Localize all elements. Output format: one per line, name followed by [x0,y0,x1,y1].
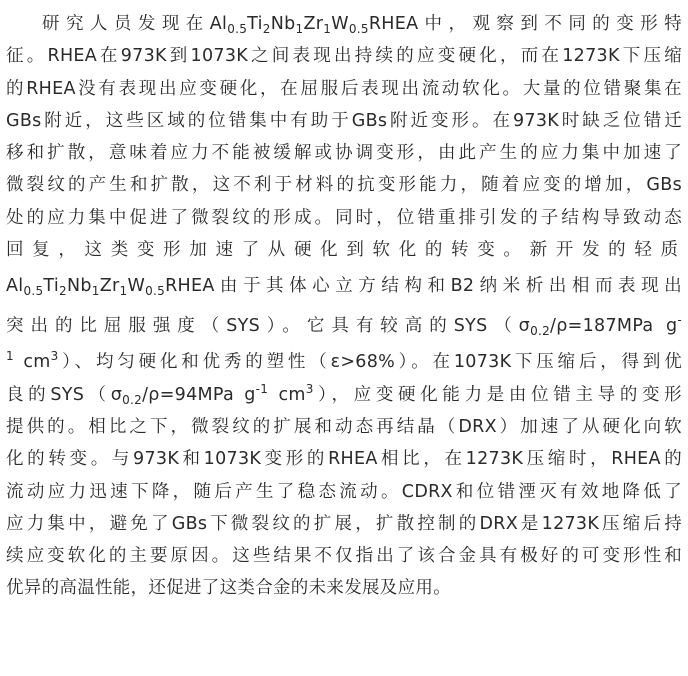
text-line: 的RHEA没有表现出应变硬化，在屈服后表现出流动软化。大量的位错聚集在 [6,78,682,99]
text-line: $Al_{0.5}Ti_2Nb_1Zr_1W_{0.5}RHEA$由于其体心立方结构和B2纳米析出相而表现出 [6,276,682,299]
text-line: 征。RHEA在973K到1073K之间表现出持续的应变硬化，而在1273K下压缩 [6,46,682,67]
text-line: GBs附近，这些区域的位错集中有助于GBs附近变形。在973K时缺乏位错迁 [6,110,682,131]
text-line: 突出的比屈服强度（SYS）。它具有较高的$SYS(\sigma_{0.2}/\rho=187MPa$ g- [6,313,682,339]
text-line: $^1$ $cm^3$）、均匀硬化和优秀的塑性（ε>68%）。在1073K下压缩后，得到优 [6,349,682,373]
text-line: 移和扩散，意味着应力不能被缓解或协调变形，由此产生的应力集中加速了 [6,143,682,164]
article-paragraph [6,8,682,605]
text-line: 良的$SYS(\sigma_{0.2}/\rho=94MPa$ $g^{-1}$ $cm^3$），应变硬化能力是由位错主导的变形 [6,381,682,407]
text-line: 处的应力集中促进了微裂纹的形成。同时，位错重排引发的子结构导致动态 [6,207,682,228]
text-line: 应力集中，避免了GBs下微裂纹的扩展，扩散控制的DRX是1273K压缩后持 [6,513,682,534]
text-line: 优异的高温性能，还促进了这类合金的未来发展及应用。 [6,578,451,599]
text-line: 提供的。相比之下，微裂纹的扩展和动态再结晶（DRX）加速了从硬化向软 [6,416,682,437]
text-line: 微裂纹的产生和扩散，这不利于材料的抗变形能力，随着应变的增加，GBs [6,175,682,196]
text-line: 回复，这类变形加速了从硬化到软化的转变。新开发的轻质 [6,240,682,261]
text-line: 流动应力迅速下降，随后产生了稳态流动。CDRX和位错湮灭有效地降低了 [6,481,682,502]
text-line: 研究人员发现在$Al_{0.5}Ti_2Nb_1Zr_1W_{0.5}RHEA$中，观察到不同的变形特 [42,14,682,36]
text-line: 续应变软化的主要原因。这些结果不仅指出了该合金具有极好的可变形性和 [6,546,682,567]
text-line: 化的转变。与973K和1073K变形的RHEA相比，在1273K压缩时，RHEA的 [6,449,682,470]
